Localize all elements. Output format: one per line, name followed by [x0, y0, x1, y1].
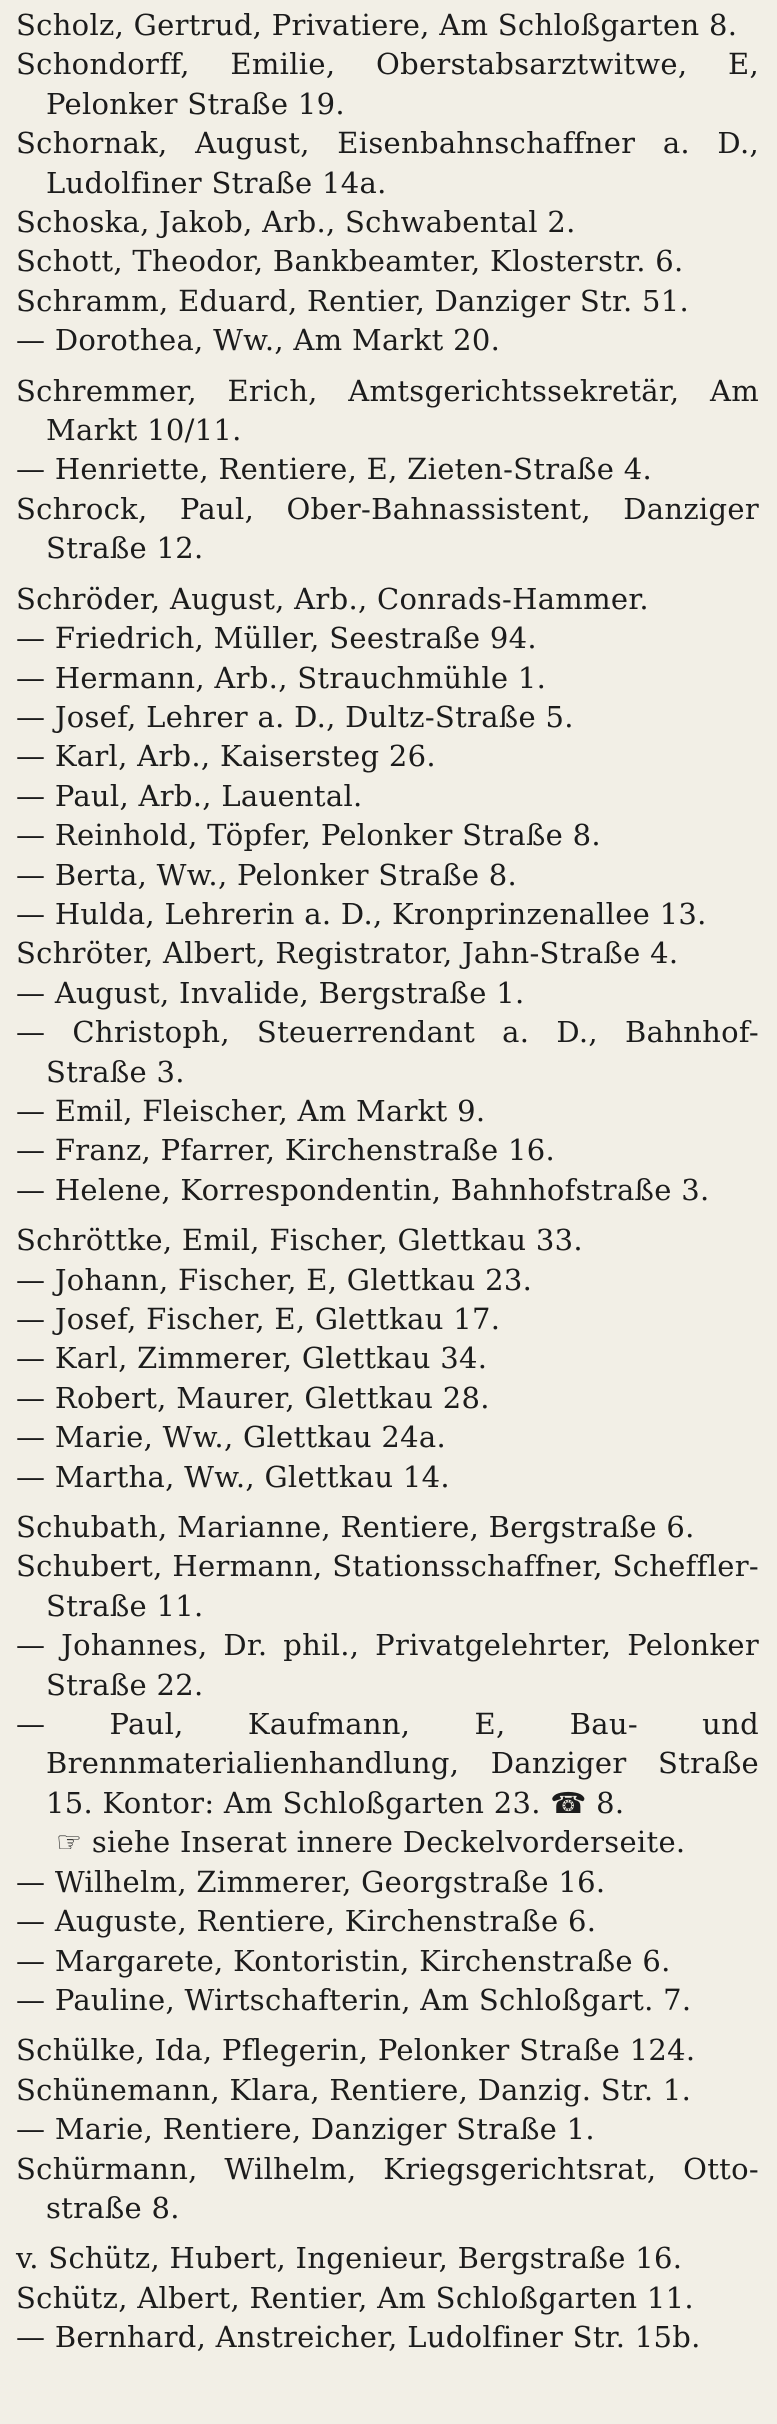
directory-entry: Schott, Theodor, Bankbeamter, Klosterstr. 6.: [16, 244, 684, 279]
directory-entry: — Josef, Fischer, E, Glettkau 17.: [16, 1302, 501, 1336]
directory-entry: — Robert, Maurer, Glettkau 28.: [16, 1380, 490, 1415]
directory-entry: Schrock, Paul, Ober-Bahnassistent, Danziger Straße 12.: [16, 491, 759, 566]
directory-entry: — Henriette, Rentiere, E, Zieten-Straße 4.: [16, 452, 652, 487]
directory-note: ☞ siehe Inserat innere Deckelvorderseite.: [56, 1825, 686, 1860]
directory-entry: Schröter, Albert, Registrator, Jahn-Straße 4.: [16, 936, 679, 971]
directory-entry: Schondorff, Emilie, Oberstabsarztwitwe, E, Pelonker Straße 19.: [16, 47, 759, 121]
directory-entry: Schröder, August, Arb., Conrads-Hammer.: [16, 581, 649, 616]
directory-entry: — Reinhold, Töpfer, Pelonker Straße 8.: [16, 818, 601, 853]
directory-entry: Schubath, Marianne, Rentiere, Bergstraße 6.: [16, 1510, 695, 1545]
directory-entry: — Hulda, Lehrerin a. D., Kronprinzenallee 13.: [16, 896, 707, 931]
directory-entry: — Pauline, Wirtschafterin, Am Schloßgart. 7.: [16, 1982, 692, 2017]
directory-entry: Scholz, Gertrud, Privatiere, Am Schloßgarten 8.: [16, 8, 738, 42]
directory-entry: Schremmer, Erich, Amtsgerichtssekretär, Am Markt 10/11.: [16, 373, 759, 448]
directory-entry: — Emil, Fleischer, Am Markt 9.: [16, 1093, 486, 1128]
directory-entry: Schröttke, Emil, Fischer, Glettkau 33.: [16, 1223, 583, 1258]
directory-entry: — Margarete, Kontoristin, Kirchenstraße 6.: [16, 1943, 671, 1978]
directory-entry: — Friedrich, Müller, Seestraße 94.: [16, 621, 537, 656]
directory-entry: Schünemann, Klara, Rentiere, Danzig. Str. 1.: [16, 2072, 692, 2107]
directory-entry: — Franz, Pfarrer, Kirchenstraße 16.: [16, 1133, 556, 1168]
directory-entry: — Paul, Arb., Lauental.: [16, 778, 363, 813]
directory-entry: Schubert, Hermann, Stationsschaffner, Scheffler-Straße 11.: [16, 1549, 759, 1623]
directory-entry: — Karl, Arb., Kaisersteg 26.: [16, 739, 436, 774]
directory-entry: Schramm, Eduard, Rentier, Danziger Str. 51.: [16, 283, 690, 318]
directory-entry: — Hermann, Arb., Strauchmühle 1.: [16, 660, 547, 695]
directory-entry: v. Schütz, Hubert, Ingenieur, Bergstraße 16.: [16, 2241, 683, 2276]
directory-entry: — Auguste, Rentiere, Kirchenstraße 6.: [16, 1904, 597, 1939]
directory-entry: Schütz, Albert, Rentier, Am Schloßgarten 11.: [16, 2280, 694, 2315]
directory-entry: — Wilhelm, Zimmerer, Georgstraße 16.: [16, 1864, 606, 1899]
directory-entry: Schülke, Ida, Pflegerin, Pelonker Straße 124.: [16, 2033, 696, 2068]
directory-entry: — Paul, Kaufmann, E, Bau- und Brennmaterialienhandlung, Danziger Straße 15. Kontor: Am Schloßgarten 23. ☎ 8.: [16, 1707, 759, 1820]
directory-entry: — Berta, Ww., Pelonker Straße 8.: [16, 857, 518, 892]
directory-entry: — Josef, Lehrer a. D., Dultz-Straße 5.: [16, 699, 574, 734]
directory-entry: — Karl, Zimmerer, Glettkau 34.: [16, 1341, 488, 1376]
directory-entry: — Dorothea, Ww., Am Markt 20.: [16, 323, 501, 358]
directory-entry: — Marie, Ww., Glettkau 24a.: [16, 1420, 446, 1455]
directory-entry: Schürmann, Wilhelm, Kriegsgerichtsrat, Otto-straße 8.: [16, 2151, 759, 2225]
directory-entry: — Christoph, Steuerrendant a. D., Bahnhof-Straße 3.: [16, 1015, 759, 1089]
directory-entry: — Marie, Rentiere, Danziger Straße 1.: [16, 2112, 595, 2147]
directory-entry: — Bernhard, Anstreicher, Ludolfiner Str. 15b.: [16, 2320, 701, 2355]
directory-entry: — Martha, Ww., Glettkau 14.: [16, 1459, 450, 1494]
directory-entry: Schoska, Jakob, Arb., Schwabental 2.: [16, 205, 576, 240]
directory-entry: — Johann, Fischer, E, Glettkau 23.: [16, 1262, 533, 1297]
directory-entry: — August, Invalide, Bergstraße 1.: [16, 975, 525, 1010]
directory-entry: Schornak, August, Eisenbahnschaffner a. D., Ludolfiner Straße 14a.: [16, 126, 759, 200]
directory-entry: — Johannes, Dr. phil., Privatgelehrter, Pelonker Straße 22.: [16, 1628, 759, 1702]
directory-entry: — Helene, Korrespondentin, Bahnhofstraße 3.: [16, 1172, 710, 1207]
